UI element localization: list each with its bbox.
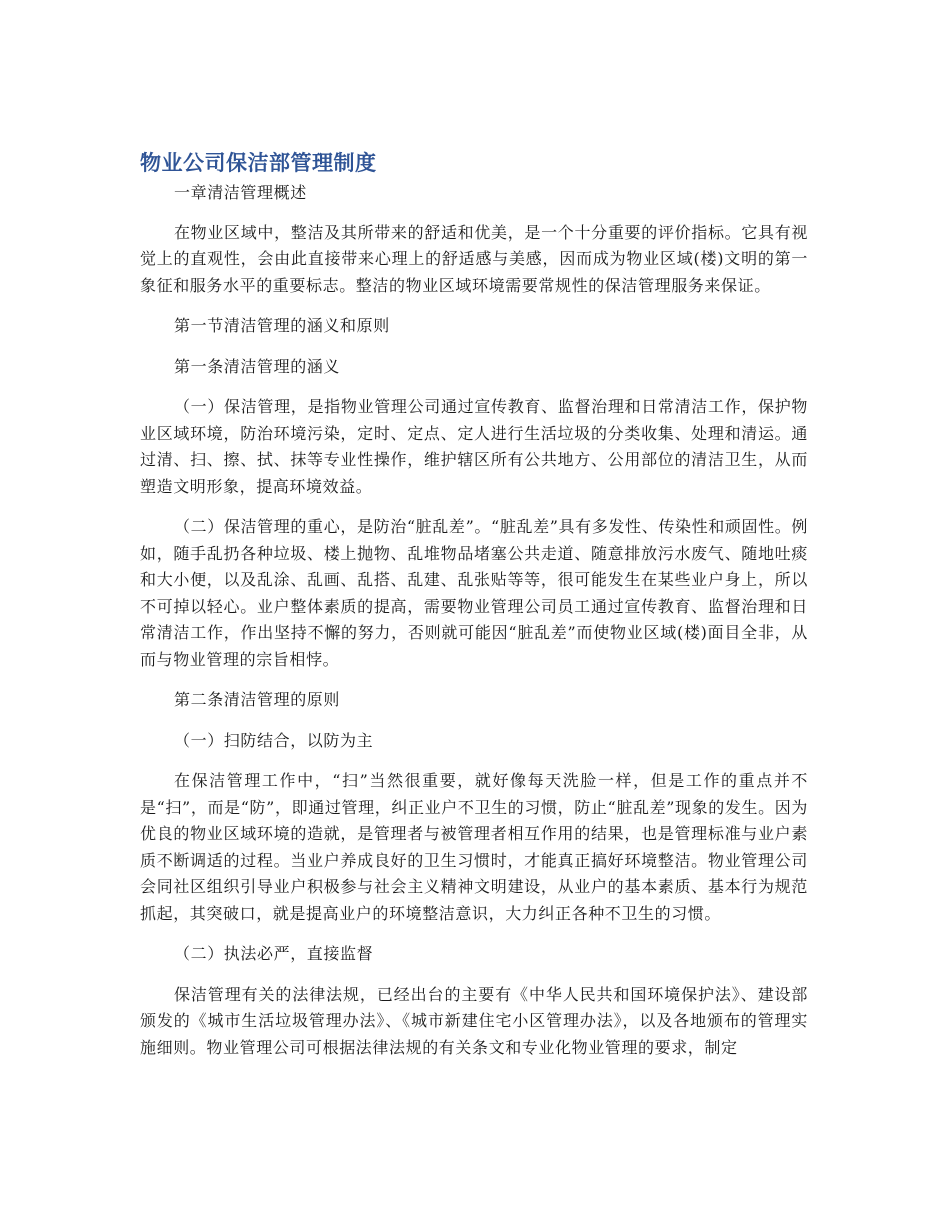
article-heading-1: 第一条清洁管理的涵义: [174, 356, 341, 376]
document-page: [140, 148, 808, 1075]
article-heading-2: 第二条清洁管理的原则: [174, 690, 341, 709]
section-heading: 第一节清洁管理的涵义和原则: [174, 316, 390, 335]
paragraph-overview: 在物业区域中，整洁及其所带来的舒适和优美，是一个十分重要的评价指标。它具有视觉上的直观性，会由此直接带来心理上的舒适感与美感，因而成为物业区域(楼)文明的第一象征和服务水平的重要标志。整洁的物业区域环境需要常规性的保洁管理服务来保证。: [140, 222, 808, 295]
paragraph-definition-1: （一）保洁管理，是指物业管理公司通过宣传教育、监督治理和日常清洁工作，保护物业区域环境，防治环境污染，定时、定点、定人进行生活垃圾的分类收集、处理和清运。通过清、扫、擦、拭、抹等专业性操作，维护辖区所有公共地方、公用部位的清洁卫生，从而塑造文明形象，提高环境效益。: [140, 397, 808, 496]
document-title: 物业公司保洁部管理制度: [140, 151, 377, 175]
chapter-heading: 一章清洁管理概述: [174, 183, 307, 202]
principle-heading-2: （二）执法必严，直接监督: [174, 944, 374, 963]
paragraph-principle-2: 保洁管理有关的法律法规，已经出台的主要有《中华人民共和国环境保护法》、建设部颁发的《城市生活垃圾管理办法》、《城市新建住宅小区管理办法》，以及各地颁布的管理实施细则。物业管理公司可根据法律法规的有关条文和专业化物业管理的要求，制定: [140, 984, 808, 1057]
principle-heading-1: （一）扫防结合，以防为主: [174, 730, 374, 750]
paragraph-principle-1: 在保洁管理工作中，“扫”当然很重要，就好像每天洗脸一样，但是工作的重点并不是“扫”，而是“防”，即通过管理，纠正业户不卫生的习惯，防止“脏乱差”现象的发生。因为优良的物业区域环境的造就，是管理者与被管理者相互作用的结果，也是管理标准与业户素质不断调适的过程。当业户养成良好的卫生习惯时，才能真正搞好环境整洁。物业管理公司会同社区组织引导业户积极参与社会主义精神文明建设，从业户的基本素质、基本行为规范抓起，其突破口，就是提高业户的环境整洁意识，大力纠正各种不卫生的习惯。: [140, 771, 808, 923]
paragraph-definition-2: （二）保洁管理的重心，是防治“脏乱差”。“脏乱差”具有多发性、传染性和顽固性。例如，随手乱扔各种垃圾、楼上抛物、乱堆物品堵塞公共走道、随意排放污水废气、随地吐痰和大小便，以及乱涂、乱画、乱搭、乱建、乱张贴等等，很可能发生在某些业户身上，所以不可掉以轻心。业户整体素质的提高，需要物业管理公司员工通过宣传教育、监督治理和日常清洁工作，作出坚持不懈的努力，否则就可能因“脏乱差”而使物业区域(楼)面目全非，从而与物业管理的宗旨相悖。: [140, 517, 808, 669]
